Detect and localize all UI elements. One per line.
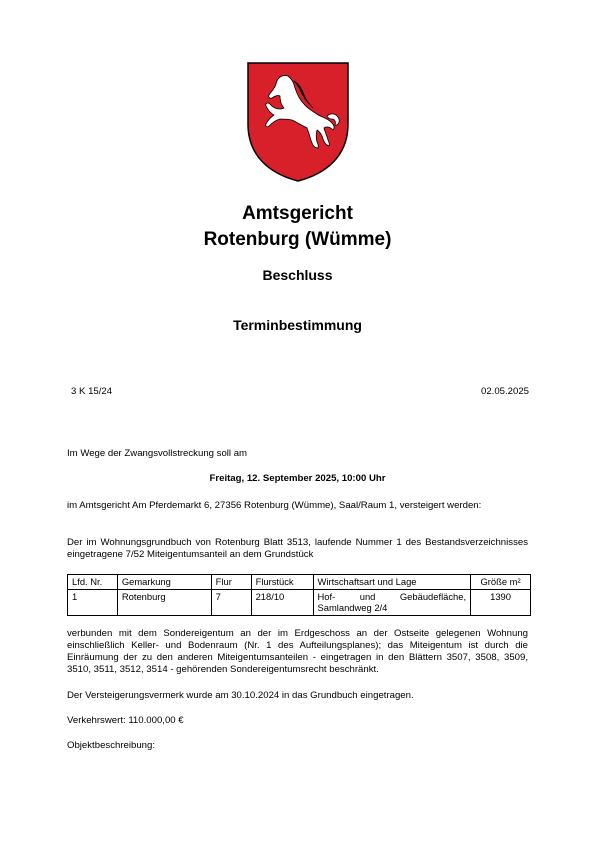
table-row (68, 589, 531, 615)
file-number: 3 K 15/24 (71, 386, 113, 397)
header-groesse: Größe m² (471, 575, 531, 590)
header-gemarkung: Gemarkung (117, 575, 211, 590)
header-lfd-nr: Lfd. Nr. (68, 575, 118, 590)
cell-lfd-nr: 1 (68, 589, 118, 615)
intro-text: Im Wege der Zwangsvollstreckung soll am (67, 448, 248, 459)
cell-flur: 7 (211, 589, 251, 615)
cell-wirtschaftsart: Hof- und Gebäudefläche, Samlandweg 2/4 (313, 589, 471, 615)
object-description-label: Objektbeschreibung: (67, 740, 155, 751)
property-table (67, 574, 531, 616)
table-header-row (68, 575, 531, 590)
cell-gemarkung: Rotenburg (117, 589, 211, 615)
cell-groesse: 1390 (471, 589, 531, 615)
market-value: Verkehrswert: 110.000,00 € (67, 715, 184, 726)
registration-text: Der Versteigerungsvermerk wurde am 30.10.2024 in das Grundbuch eingetragen. (67, 690, 414, 701)
document-subject: Terminbestimmung (233, 317, 362, 333)
document-type: Beschluss (262, 267, 333, 283)
document-date: 02.05.2025 (480, 386, 529, 397)
location-text: im Amtsgericht Am Pferdemarkt 6, 27356 Rotenburg (Wümme), Saal/Raum 1, versteigert werden: (67, 500, 482, 511)
connected-rights-text: verbunden mit dem Sondereigentum an der im Erdgeschoss an der Ostseite gelegenen Wohnung einschließlich Keller- und Bodenraum (Nr. 1 des Aufteilungsplanes); das Miteigentum ist durch die Einräumung der zu den anderen Miteigentumsanteilen - eingetragen in den Blättern 3507, 3508, 3509, 3510, 3511, 3512, 3514 - gehörenden Sondereigentumsrecht beschränkt. (67, 628, 528, 675)
coat-of-arms-icon (247, 62, 349, 182)
header-wirtschaftsart: Wirtschaftsart und Lage (313, 575, 471, 590)
court-name-line2: Rotenburg (Wümme) (203, 229, 392, 250)
court-name-line1: Amtsgericht (242, 203, 353, 224)
header-flurstueck: Flurstück (251, 575, 313, 590)
header-flur: Flur (211, 575, 251, 590)
cell-flurstueck: 218/10 (251, 589, 313, 615)
appointment-datetime: Freitag, 12. September 2025, 10:00 Uhr (209, 473, 386, 484)
object-intro-text: Der im Wohnungsgrundbuch von Rotenburg Blatt 3513, laufende Nummer 1 des Bestandsverzeichnisses eingetragene 7/52 Miteigentumsanteil an dem Grundstück (67, 537, 528, 560)
